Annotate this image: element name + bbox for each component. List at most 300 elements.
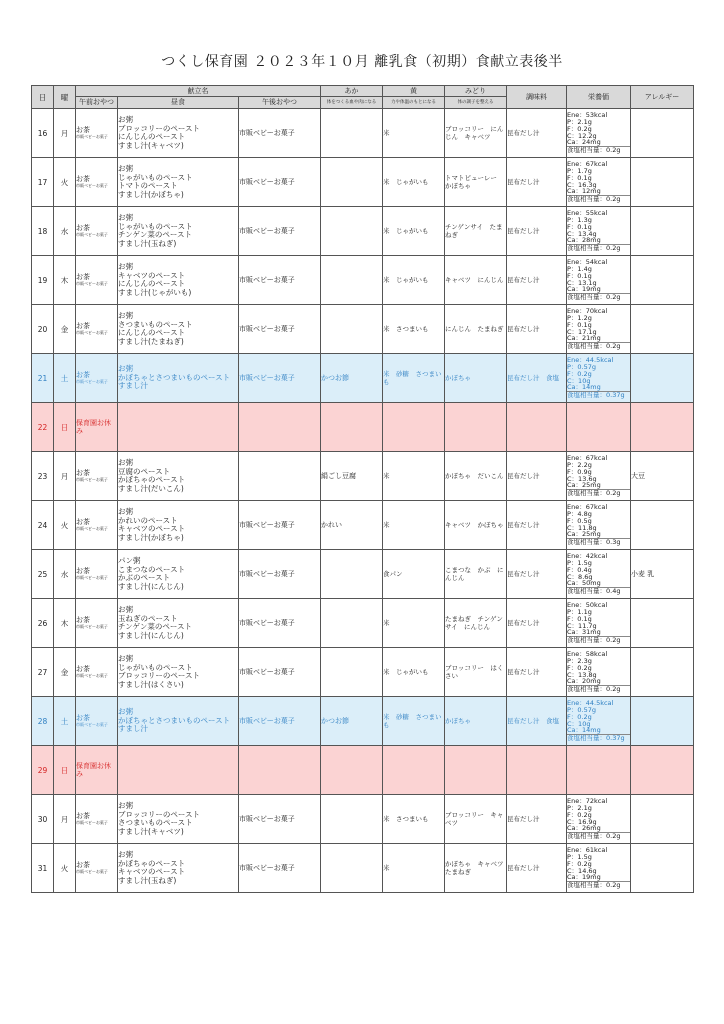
header-green-sub: 体の調子を整える	[445, 97, 507, 109]
nutrition-cell	[567, 599, 631, 648]
lunch-item: じゃがいものペースト	[118, 221, 193, 231]
red-group-cell: かれい	[321, 501, 383, 550]
day-cell: 16	[32, 109, 54, 158]
lunch-item: すまし汁	[118, 724, 148, 734]
lunch-item: チンゲン菜のペースト	[118, 230, 192, 239]
weekday-cell: 木	[54, 256, 76, 305]
weekday-cell: 金	[54, 305, 76, 354]
nutrition-value: P：2.3g	[567, 656, 592, 665]
yellow-group-cell: 米 じゃがいも	[383, 207, 445, 256]
nutrition-value: Ene：44.5kcal	[567, 698, 614, 707]
lunch-item: お粥	[118, 364, 133, 374]
lunch-item: お粥	[118, 850, 133, 859]
allergy-cell	[631, 305, 694, 354]
nutrition-value: Ca：24mg	[567, 138, 601, 147]
salt-value: 食塩相当量：0.2g	[567, 342, 630, 350]
lunch-item: にんじんのペースト	[118, 132, 186, 141]
salt-value: 食塩相当量：0.2g	[567, 146, 630, 154]
nutrition-value: P：1.2g	[567, 313, 592, 322]
am-snack-cell	[76, 256, 118, 305]
lunch-cell	[118, 599, 239, 648]
empty-cell	[118, 746, 239, 795]
lunch-item: こまつなのペースト	[118, 564, 186, 574]
am-snack-cell	[76, 746, 118, 795]
am-snack-sub-label: 市販ベビーお菓子	[76, 134, 108, 139]
am-snack-sub-label: 市販ベビーお菓子	[76, 526, 108, 531]
lunch-item: ブロッコリーのペースト	[118, 671, 200, 680]
day-cell: 28	[32, 697, 54, 746]
seasoning-cell: 昆布だし汁	[507, 648, 567, 697]
empty-cell	[321, 403, 383, 452]
weekday-cell: 水	[54, 207, 76, 256]
day-cell: 23	[32, 452, 54, 501]
green-group-cell: チンゲンサイ たまねぎ	[445, 207, 507, 256]
table-row	[32, 844, 694, 893]
lunch-item: じゃがいものペースト	[118, 172, 193, 182]
nutrition-value: P：1.4g	[567, 264, 592, 273]
am-snack-cell	[76, 305, 118, 354]
day-cell: 22	[32, 403, 54, 452]
pm-snack-cell: 市販ベビーお菓子	[239, 158, 321, 207]
lunch-item: チンゲン菜のペースト	[118, 622, 192, 631]
am-snack-sub-label: 市販ベビーお菓子	[76, 575, 108, 580]
lunch-item: ブロッコリーのペースト	[118, 123, 200, 133]
nutrition-value: C：13.4g	[567, 229, 597, 238]
am-snack-cell	[76, 158, 118, 207]
lunch-item: すまし汁(じゃがいも)	[118, 287, 192, 297]
nutrition-value: P：2.1g	[567, 803, 592, 812]
header-day: 日	[32, 86, 54, 109]
seasoning-cell: 昆布だし汁 食塩	[507, 354, 567, 403]
nutrition-value: Ene：67kcal	[567, 453, 608, 462]
nutrition-value: F：0.1g	[567, 320, 592, 329]
nutrition-cell	[567, 550, 631, 599]
nutrition-value: F：0.1g	[567, 222, 592, 231]
nutrition-value: Ca：31mg	[567, 628, 601, 637]
yellow-group-cell: 米 じゃがいも	[383, 648, 445, 697]
nutrition-value: Ene：55kcal	[567, 208, 608, 217]
weekday-cell: 月	[54, 109, 76, 158]
salt-value: 食塩相当量：0.2g	[567, 685, 630, 693]
lunch-cell	[118, 697, 239, 746]
salt-value: 食塩相当量：0.4g	[567, 587, 630, 595]
lunch-item: お粥	[118, 213, 133, 222]
green-group-cell: キャベツ にんじん	[445, 256, 507, 305]
lunch-item: さつまいものペースト	[118, 319, 193, 329]
am-snack-cell	[76, 599, 118, 648]
nutrition-value: C：10g	[567, 719, 591, 728]
green-group-cell: ブロッコリー キャベツ	[445, 795, 507, 844]
table-row	[32, 795, 694, 844]
am-snack-cell	[76, 354, 118, 403]
nutrition-value: F：0.2g	[567, 810, 592, 819]
seasoning-cell: 昆布だし汁	[507, 795, 567, 844]
nutrition-value: P：1.5g	[567, 558, 592, 567]
empty-cell	[567, 403, 631, 452]
nutrition-value: F：0.2g	[567, 663, 592, 672]
allergy-cell	[631, 648, 694, 697]
nutrition-value: C：14.6g	[567, 866, 597, 875]
yellow-group-cell: 米	[383, 844, 445, 893]
green-group-cell: かぼちゃ	[445, 697, 507, 746]
lunch-item: ブロッコリーのペースト	[118, 809, 200, 819]
seasoning-cell: 昆布だし汁	[507, 599, 567, 648]
am-snack-cell	[76, 109, 118, 158]
nutrition-cell	[567, 452, 631, 501]
salt-value: 食塩相当量：0.2g	[567, 293, 630, 301]
weekday-cell: 月	[54, 452, 76, 501]
holiday-label: 保育園お休み	[76, 762, 111, 778]
green-group-cell: にんじん たまねぎ	[445, 305, 507, 354]
nutrition-value: F：0.2g	[567, 712, 592, 721]
nutrition-cell	[567, 207, 631, 256]
am-snack-sub-label: 市販ベビーお菓子	[76, 477, 108, 482]
lunch-item: かぶのペースト	[118, 573, 171, 582]
red-group-cell	[321, 158, 383, 207]
table-row	[32, 501, 694, 550]
weekday-cell: 水	[54, 550, 76, 599]
yellow-group-cell: 米	[383, 599, 445, 648]
pm-snack-cell: 市販ベビーお菓子	[239, 256, 321, 305]
day-cell: 19	[32, 256, 54, 305]
red-group-cell	[321, 599, 383, 648]
am-snack-label: お茶	[76, 812, 90, 820]
header-red-sub: 体をつくる血や肉になる	[321, 97, 383, 109]
lunch-cell	[118, 648, 239, 697]
am-snack-cell	[76, 403, 118, 452]
lunch-item: お粥	[118, 605, 133, 614]
header-red: あか	[321, 86, 383, 97]
am-snack-label: お茶	[76, 175, 90, 183]
day-cell: 25	[32, 550, 54, 599]
nutrition-value: F：0.2g	[567, 369, 592, 378]
table-row	[32, 452, 694, 501]
lunch-item: すまし汁(はくさい)	[118, 679, 184, 689]
empty-cell	[631, 746, 694, 795]
allergy-cell	[631, 207, 694, 256]
empty-cell	[383, 403, 445, 452]
seasoning-cell: 昆布だし汁	[507, 256, 567, 305]
am-snack-cell	[76, 452, 118, 501]
nutrition-value: Ca：19mg	[567, 285, 601, 294]
lunch-item: かぼちゃとさつまいものペースト	[118, 715, 231, 725]
am-snack-cell	[76, 697, 118, 746]
header-pm-snack: 午後おやつ	[239, 97, 321, 109]
nutrition-cell	[567, 501, 631, 550]
nutrition-value: Ca：19mg	[567, 873, 601, 882]
empty-cell	[118, 403, 239, 452]
salt-value: 食塩相当量：0.2g	[567, 832, 630, 840]
lunch-cell	[118, 795, 239, 844]
nutrition-value: P：1.7g	[567, 166, 592, 175]
salt-value: 食塩相当量：0.2g	[567, 636, 630, 644]
lunch-item: にんじんのペースト	[118, 328, 186, 337]
allergy-cell: 小麦 乳	[631, 550, 694, 599]
yellow-group-cell: 食パン	[383, 550, 445, 599]
table-row	[32, 207, 694, 256]
lunch-cell	[118, 305, 239, 354]
lunch-item: 豆腐のペースト	[118, 466, 171, 476]
lunch-cell	[118, 109, 239, 158]
pm-snack-cell: 市販ベビーお菓子	[239, 305, 321, 354]
nutrition-value: F：0.1g	[567, 614, 592, 623]
allergy-cell: 大豆	[631, 452, 694, 501]
red-group-cell	[321, 550, 383, 599]
header-am-snack: 午前おやつ	[76, 97, 118, 109]
pm-snack-cell: 市販ベビーお菓子	[239, 599, 321, 648]
table-row	[32, 109, 694, 158]
holiday-label: 保育園お休み	[76, 419, 111, 435]
pm-snack-cell: 市販ベビーお菓子	[239, 844, 321, 893]
pm-snack-cell: 市販ベビーお菓子	[239, 207, 321, 256]
am-snack-cell	[76, 550, 118, 599]
am-snack-sub-label: 市販ベビーお菓子	[76, 281, 108, 286]
nutrition-value: P：0.57g	[567, 362, 597, 371]
lunch-item: お粥	[118, 458, 133, 467]
nutrition-value: P：1.5g	[567, 852, 592, 861]
nutrition-value: Ene：70kcal	[567, 306, 608, 315]
table-row	[32, 746, 694, 795]
nutrition-value: Ca：28mg	[567, 236, 601, 245]
day-cell: 29	[32, 746, 54, 795]
nutrition-cell	[567, 256, 631, 305]
lunch-item: 玉ねぎのペースト	[118, 613, 178, 623]
lunch-item: すまし汁(かぼちゃ)	[118, 532, 184, 542]
table-row	[32, 256, 694, 305]
nutrition-value: F：0.1g	[567, 173, 592, 182]
lunch-cell	[118, 207, 239, 256]
yellow-group-cell: 米 砂糖 さつまいも	[383, 354, 445, 403]
nutrition-value: P：0.57g	[567, 705, 597, 714]
seasoning-cell: 昆布だし汁	[507, 452, 567, 501]
nutrition-value: Ene：54kcal	[567, 257, 608, 266]
table-row	[32, 354, 694, 403]
salt-value: 食塩相当量：0.2g	[567, 195, 630, 203]
empty-cell	[445, 403, 507, 452]
lunch-item: キャベツのペースト	[118, 524, 186, 533]
nutrition-cell	[567, 844, 631, 893]
lunch-item: お粥	[118, 311, 133, 320]
nutrition-value: Ca：21mg	[567, 334, 601, 343]
am-snack-sub-label: 市販ベビーお菓子	[76, 624, 108, 629]
red-group-cell	[321, 256, 383, 305]
am-snack-label: お茶	[76, 665, 90, 673]
lunch-item: お粥	[118, 115, 133, 124]
allergy-cell	[631, 697, 694, 746]
green-group-cell: トマトピューレー かぼちゃ	[445, 158, 507, 207]
nutrition-value: Ene：61kcal	[567, 845, 608, 854]
pm-snack-cell: 市販ベビーお菓子	[239, 354, 321, 403]
day-cell: 17	[32, 158, 54, 207]
nutrition-value: F：0.9g	[567, 467, 592, 476]
empty-cell	[321, 746, 383, 795]
pm-snack-cell: 市販ベビーお菓子	[239, 795, 321, 844]
yellow-group-cell: 米 砂糖 さつまいも	[383, 697, 445, 746]
green-group-cell: ブロッコリー にんじん キャベツ	[445, 109, 507, 158]
am-snack-label: お茶	[76, 567, 90, 575]
menu-table	[31, 85, 694, 893]
lunch-item: すまし汁(かぼちゃ)	[118, 189, 184, 199]
salt-value: 食塩相当量：0.3g	[567, 538, 630, 546]
lunch-item: お粥	[118, 801, 133, 810]
weekday-cell: 木	[54, 599, 76, 648]
nutrition-value: C：8.6g	[567, 572, 593, 581]
header-allergy: アレルギー	[631, 86, 694, 109]
allergy-cell	[631, 844, 694, 893]
lunch-item: すまし汁(玉ねぎ)	[118, 238, 177, 248]
pm-snack-cell: 市販ベビーお菓子	[239, 648, 321, 697]
lunch-item: お粥	[118, 707, 133, 717]
pm-snack-cell: 市販ベビーお菓子	[239, 697, 321, 746]
lunch-cell	[118, 158, 239, 207]
nutrition-value: F：0.2g	[567, 859, 592, 868]
nutrition-value: Ene：72kcal	[567, 796, 608, 805]
day-cell: 21	[32, 354, 54, 403]
nutrition-value: Ene：67kcal	[567, 502, 608, 511]
red-group-cell: かつお節	[321, 697, 383, 746]
day-cell: 26	[32, 599, 54, 648]
nutrition-value: P：1.3g	[567, 215, 592, 224]
nutrition-value: C：12.2g	[567, 131, 597, 140]
am-snack-label: お茶	[76, 861, 90, 869]
am-snack-label: お茶	[76, 224, 90, 232]
nutrition-value: F：0.2g	[567, 124, 592, 133]
allergy-cell	[631, 795, 694, 844]
lunch-cell	[118, 550, 239, 599]
am-snack-label: お茶	[76, 518, 90, 526]
nutrition-value: Ca：14mg	[567, 383, 601, 392]
day-cell: 31	[32, 844, 54, 893]
nutrition-cell	[567, 795, 631, 844]
nutrition-cell	[567, 697, 631, 746]
weekday-cell: 土	[54, 354, 76, 403]
am-snack-sub-label: 市販ベビーお菓子	[76, 673, 108, 678]
nutrition-value: C：13.6g	[567, 474, 597, 483]
salt-value: 食塩相当量：0.37g	[567, 391, 630, 399]
salt-value: 食塩相当量：0.2g	[567, 881, 630, 889]
table-row	[32, 305, 694, 354]
lunch-item: かれいのペースト	[118, 515, 178, 525]
nutrition-value: Ca：25mg	[567, 530, 601, 539]
seasoning-cell: 昆布だし汁	[507, 501, 567, 550]
lunch-item: かぼちゃのペースト	[118, 475, 186, 484]
allergy-cell	[631, 354, 694, 403]
nutrition-value: Ene：42kcal	[567, 551, 608, 560]
empty-cell	[239, 746, 321, 795]
lunch-item: すまし汁(たまねぎ)	[118, 336, 184, 346]
allergy-cell	[631, 158, 694, 207]
day-cell: 27	[32, 648, 54, 697]
green-group-cell: かぼちゃ	[445, 354, 507, 403]
nutrition-cell	[567, 305, 631, 354]
weekday-cell: 火	[54, 844, 76, 893]
empty-cell	[383, 746, 445, 795]
yellow-group-cell: 米 じゃがいも	[383, 158, 445, 207]
am-snack-cell	[76, 501, 118, 550]
red-group-cell: 絹ごし豆腐	[321, 452, 383, 501]
lunch-cell	[118, 452, 239, 501]
pm-snack-cell: 市販ベビーお菓子	[239, 501, 321, 550]
am-snack-sub-label: 市販ベビーお菓子	[76, 820, 108, 825]
am-snack-sub-label: 市販ベビーお菓子	[76, 232, 108, 237]
nutrition-value: F：0.4g	[567, 565, 592, 574]
nutrition-value: Ene：44.5kcal	[567, 355, 614, 364]
am-snack-label: お茶	[76, 273, 90, 281]
nutrition-value: C：16.9g	[567, 817, 597, 826]
seasoning-cell: 昆布だし汁	[507, 109, 567, 158]
header-yellow-sub: 力や体温のもとになる	[383, 97, 445, 109]
page-title: つくし保育園 ２０２３年１０月 離乳食（初期）食献立表後半	[161, 54, 563, 70]
nutrition-value: F：0.1g	[567, 271, 592, 280]
lunch-item: すまし汁	[118, 381, 148, 391]
seasoning-cell: 昆布だし汁 食塩	[507, 697, 567, 746]
am-snack-label: お茶	[76, 371, 90, 379]
yellow-group-cell: 米 さつまいも	[383, 795, 445, 844]
am-snack-sub-label: 市販ベビーお菓子	[76, 330, 108, 335]
lunch-cell	[118, 354, 239, 403]
nutrition-value: Ca：12mg	[567, 187, 601, 196]
nutrition-value: Ca：50mg	[567, 579, 601, 588]
weekday-cell: 日	[54, 403, 76, 452]
seasoning-cell: 昆布だし汁	[507, 158, 567, 207]
header-lunch: 昼食	[118, 97, 239, 109]
am-snack-sub-label: 市販ベビーお菓子	[76, 183, 108, 188]
lunch-item: お粥	[118, 507, 133, 516]
nutrition-value: P：2.2g	[567, 460, 592, 469]
am-snack-sub-label: 市販ベビーお菓子	[76, 722, 108, 727]
lunch-item: パン粥	[118, 556, 141, 565]
header-weekday: 曜	[54, 86, 76, 109]
nutrition-value: C：17.1g	[567, 327, 597, 336]
green-group-cell: かぼちゃ キャベツ たまねぎ	[445, 844, 507, 893]
seasoning-cell: 昆布だし汁	[507, 844, 567, 893]
empty-cell	[507, 403, 567, 452]
lunch-item: キャベツのペースト	[118, 270, 186, 280]
table-row	[32, 648, 694, 697]
header-nutrition: 栄養価	[567, 86, 631, 109]
weekday-cell: 金	[54, 648, 76, 697]
header-green: みどり	[445, 86, 507, 97]
nutrition-value: F：0.5g	[567, 516, 592, 525]
lunch-item: かぼちゃとさつまいものペースト	[118, 372, 231, 382]
red-group-cell	[321, 207, 383, 256]
weekday-cell: 火	[54, 158, 76, 207]
yellow-group-cell: 米 じゃがいも	[383, 256, 445, 305]
green-group-cell: こまつな かぶ にんじん	[445, 550, 507, 599]
am-snack-cell	[76, 795, 118, 844]
table-row	[32, 403, 694, 452]
lunch-item: すまし汁(だいこん)	[118, 483, 184, 493]
am-snack-label: お茶	[76, 616, 90, 624]
lunch-item: じゃがいものペースト	[118, 662, 193, 672]
nutrition-value: C：13.1g	[567, 278, 597, 287]
empty-cell	[239, 403, 321, 452]
weekday-cell: 土	[54, 697, 76, 746]
weekday-cell: 日	[54, 746, 76, 795]
salt-value: 食塩相当量：0.2g	[567, 244, 630, 252]
nutrition-cell	[567, 354, 631, 403]
nutrition-value: C：11.8g	[567, 523, 597, 532]
yellow-group-cell: 米	[383, 501, 445, 550]
empty-cell	[445, 746, 507, 795]
header-seasoning: 調味料	[507, 86, 567, 109]
lunch-item: キャベツのペースト	[118, 867, 186, 876]
header-menu-name: 献立名	[76, 86, 321, 97]
nutrition-value: Ca：25mg	[567, 481, 601, 490]
yellow-group-cell: 米 さつまいも	[383, 305, 445, 354]
seasoning-cell: 昆布だし汁	[507, 305, 567, 354]
nutrition-cell	[567, 648, 631, 697]
